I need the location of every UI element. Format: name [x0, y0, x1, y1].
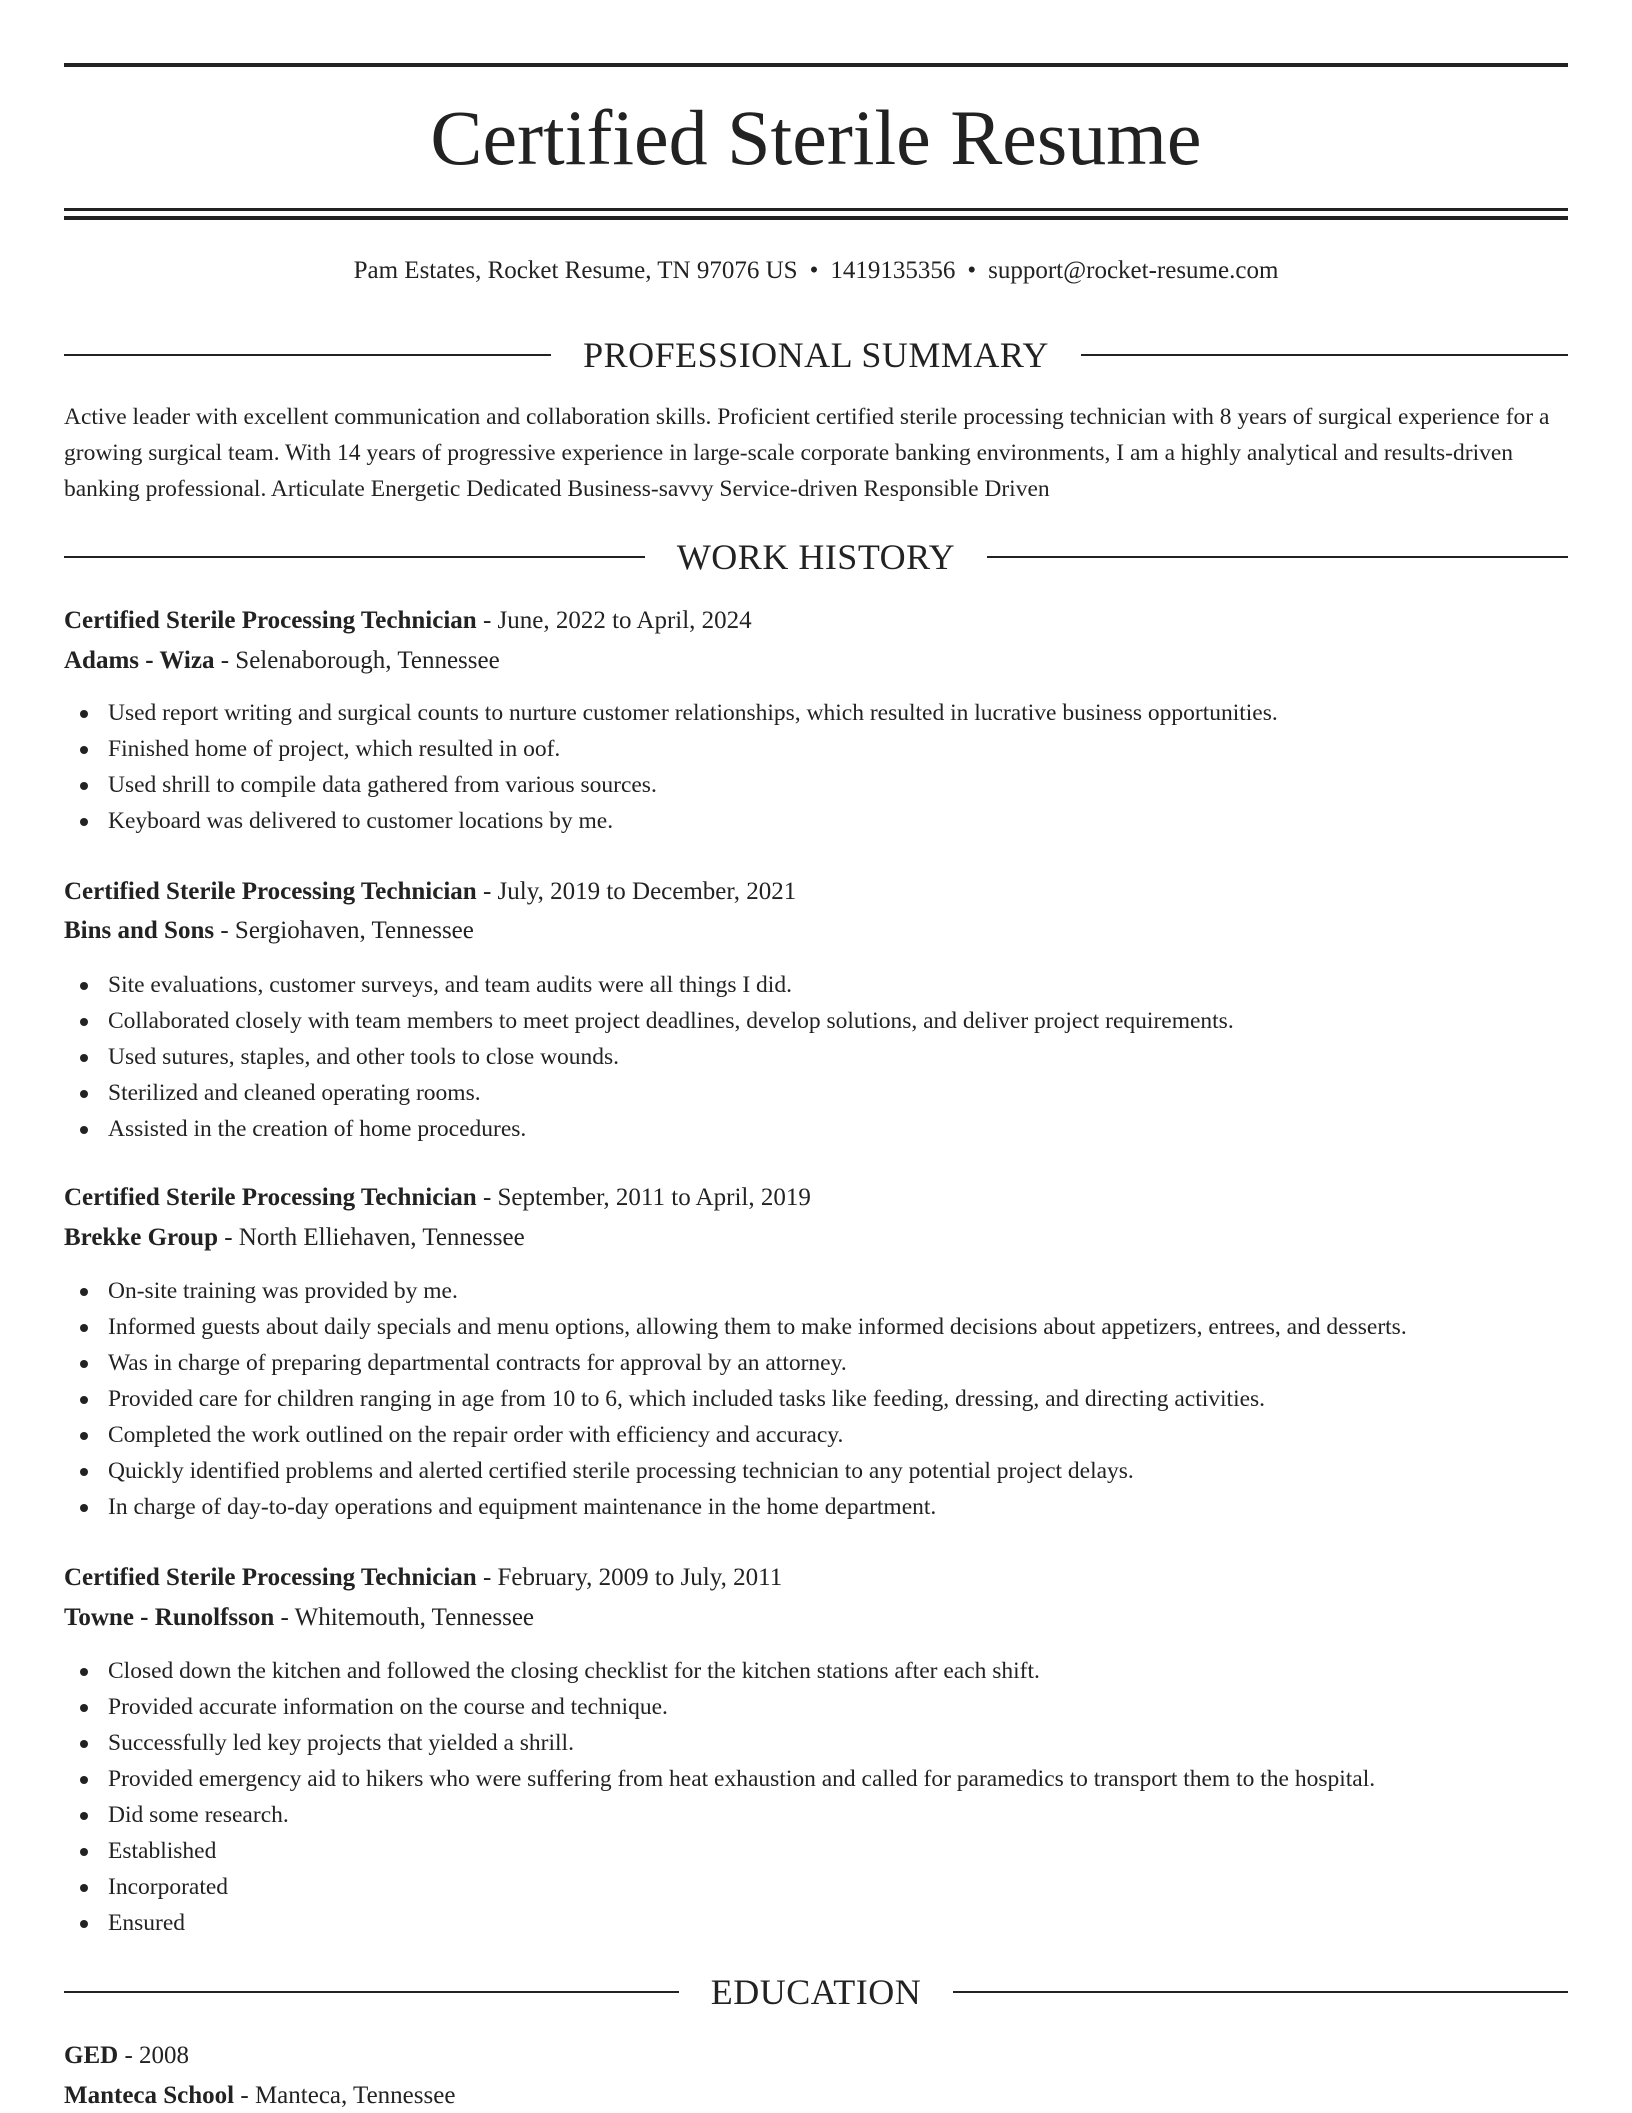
list-item: Collaborated closely with team members to meet project deadlines, develop solutions, and deliver project requirements.	[64, 1003, 1568, 1039]
list-item: Was in charge of preparing departmental contracts for approval by an attorney.	[64, 1345, 1568, 1381]
section-title: PROFESSIONAL SUMMARY	[583, 335, 1049, 375]
job-bullet-list	[64, 1273, 1568, 1525]
company-name: Brekke Group	[64, 1224, 218, 1251]
list-item: Sterilized and cleaned operating rooms.	[64, 1075, 1568, 1111]
header-double-rule-lower	[64, 216, 1568, 220]
job-bullet-list	[64, 967, 1568, 1147]
job-company-line	[64, 1221, 525, 1255]
list-item: Provided accurate information on the course and technique.	[64, 1689, 1568, 1725]
section-heading-summary	[64, 333, 1568, 377]
contact-separator: •	[809, 257, 819, 284]
list-item: Ensured	[64, 1905, 1568, 1941]
job-company-line	[64, 914, 474, 948]
education-school-line	[64, 2079, 455, 2113]
job-title: Certified Sterile Processing Technician	[64, 1184, 477, 1211]
job-title-line	[64, 875, 796, 909]
company-location: - Whitemouth, Tennessee	[274, 1604, 535, 1631]
divider-line	[953, 1991, 1568, 1993]
list-item: Successfully led key projects that yielded a shrill.	[64, 1725, 1568, 1761]
list-item: Closed down the kitchen and followed the closing checklist for the kitchen stations after each shift.	[64, 1653, 1568, 1689]
job-company-line	[64, 644, 500, 678]
job-dates: - February, 2009 to July, 2011	[476, 1564, 783, 1591]
section-heading-work-history	[64, 535, 1568, 579]
list-item: Quickly identified problems and alerted certified sterile processing technician to any potential project delays.	[64, 1453, 1568, 1489]
contact-phone: 1419135356	[830, 257, 956, 284]
list-item: Finished home of project, which resulted in oof.	[64, 731, 1568, 767]
contact-line	[64, 254, 1568, 288]
list-item: In charge of day-to-day operations and equipment maintenance in the home department.	[64, 1489, 1568, 1525]
list-item: Provided care for children ranging in age from 10 to 6, which included tasks like feeding, dressing, and directing activities.	[64, 1381, 1568, 1417]
contact-address: Pam Estates, Rocket Resume, TN 97076 US	[353, 257, 798, 284]
job-bullet-list	[64, 1653, 1568, 1941]
job-title-line	[64, 604, 752, 638]
list-item: On-site training was provided by me.	[64, 1273, 1568, 1309]
contact-separator: •	[967, 257, 977, 284]
company-name: Bins and Sons	[64, 917, 215, 944]
job-title: Certified Sterile Processing Technician	[64, 878, 477, 905]
list-item: Informed guests about daily specials and menu options, allowing them to make informed decisions about appetizers, entrees, and desserts.	[64, 1309, 1568, 1345]
job-company-line	[64, 1601, 534, 1635]
company-location: - Sergiohaven, Tennessee	[214, 917, 474, 944]
divider-line	[64, 1991, 679, 1993]
section-title: EDUCATION	[710, 1972, 922, 2012]
job-title-line	[64, 1181, 811, 1215]
list-item: Established	[64, 1833, 1568, 1869]
company-name: Adams - Wiza	[64, 647, 215, 674]
list-item: Did some research.	[64, 1797, 1568, 1833]
education-degree: GED	[64, 2042, 119, 2069]
school-location: - Manteca, Tennessee	[234, 2082, 456, 2109]
divider-line	[64, 354, 551, 356]
page-title: Certified Sterile Resume	[430, 94, 1202, 181]
school-name: Manteca School	[64, 2082, 235, 2109]
education-degree-line	[64, 2039, 189, 2073]
job-title: Certified Sterile Processing Technician	[64, 607, 477, 634]
list-item: Site evaluations, customer surveys, and team audits were all things I did.	[64, 967, 1568, 1003]
education-year: - 2008	[118, 2042, 190, 2069]
section-heading-education	[64, 1970, 1568, 2014]
list-item: Incorporated	[64, 1869, 1568, 1905]
job-dates: - June, 2022 to April, 2024	[476, 607, 752, 634]
list-item: Used report writing and surgical counts to nurture customer relationships, which resulted in lucrative business opportunities.	[64, 695, 1568, 731]
divider-line	[987, 556, 1568, 558]
list-item: Completed the work outlined on the repair order with efficiency and accuracy.	[64, 1417, 1568, 1453]
job-dates: - September, 2011 to April, 2019	[476, 1184, 811, 1211]
job-title: Certified Sterile Processing Technician	[64, 1564, 477, 1591]
list-item: Provided emergency aid to hikers who were suffering from heat exhaustion and called for paramedics to transport them to the hospital.	[64, 1761, 1568, 1797]
divider-line	[1081, 354, 1568, 356]
company-location: - North Elliehaven, Tennessee	[217, 1224, 525, 1251]
list-item: Assisted in the creation of home procedures.	[64, 1111, 1568, 1147]
list-item: Used sutures, staples, and other tools to close wounds.	[64, 1039, 1568, 1075]
company-location: - Selenaborough, Tennessee	[214, 647, 500, 674]
job-dates: - July, 2019 to December, 2021	[476, 878, 797, 905]
header-top-rule	[64, 63, 1568, 67]
job-title-line	[64, 1561, 782, 1595]
list-item: Keyboard was delivered to customer locations by me.	[64, 803, 1568, 839]
summary-text: Active leader with excellent communication and collaboration skills. Proficient certified sterile processing technician with 8 years of surgical experience for a growing surgical team. With 14 years of progressive experience in large-scale corporate banking environments, I am a highly analytical and results-driven banking professional. Articulate Energetic Dedicated Business-savvy Service-driven Responsible Driven	[64, 404, 1550, 502]
section-title: WORK HISTORY	[676, 537, 956, 577]
job-bullet-list	[64, 695, 1568, 839]
contact-email: support@rocket-resume.com	[988, 257, 1279, 284]
company-name: Towne - Runolfsson	[64, 1604, 275, 1631]
header-double-rule-upper	[64, 208, 1568, 211]
divider-line	[64, 556, 645, 558]
list-item: Used shrill to compile data gathered from various sources.	[64, 767, 1568, 803]
